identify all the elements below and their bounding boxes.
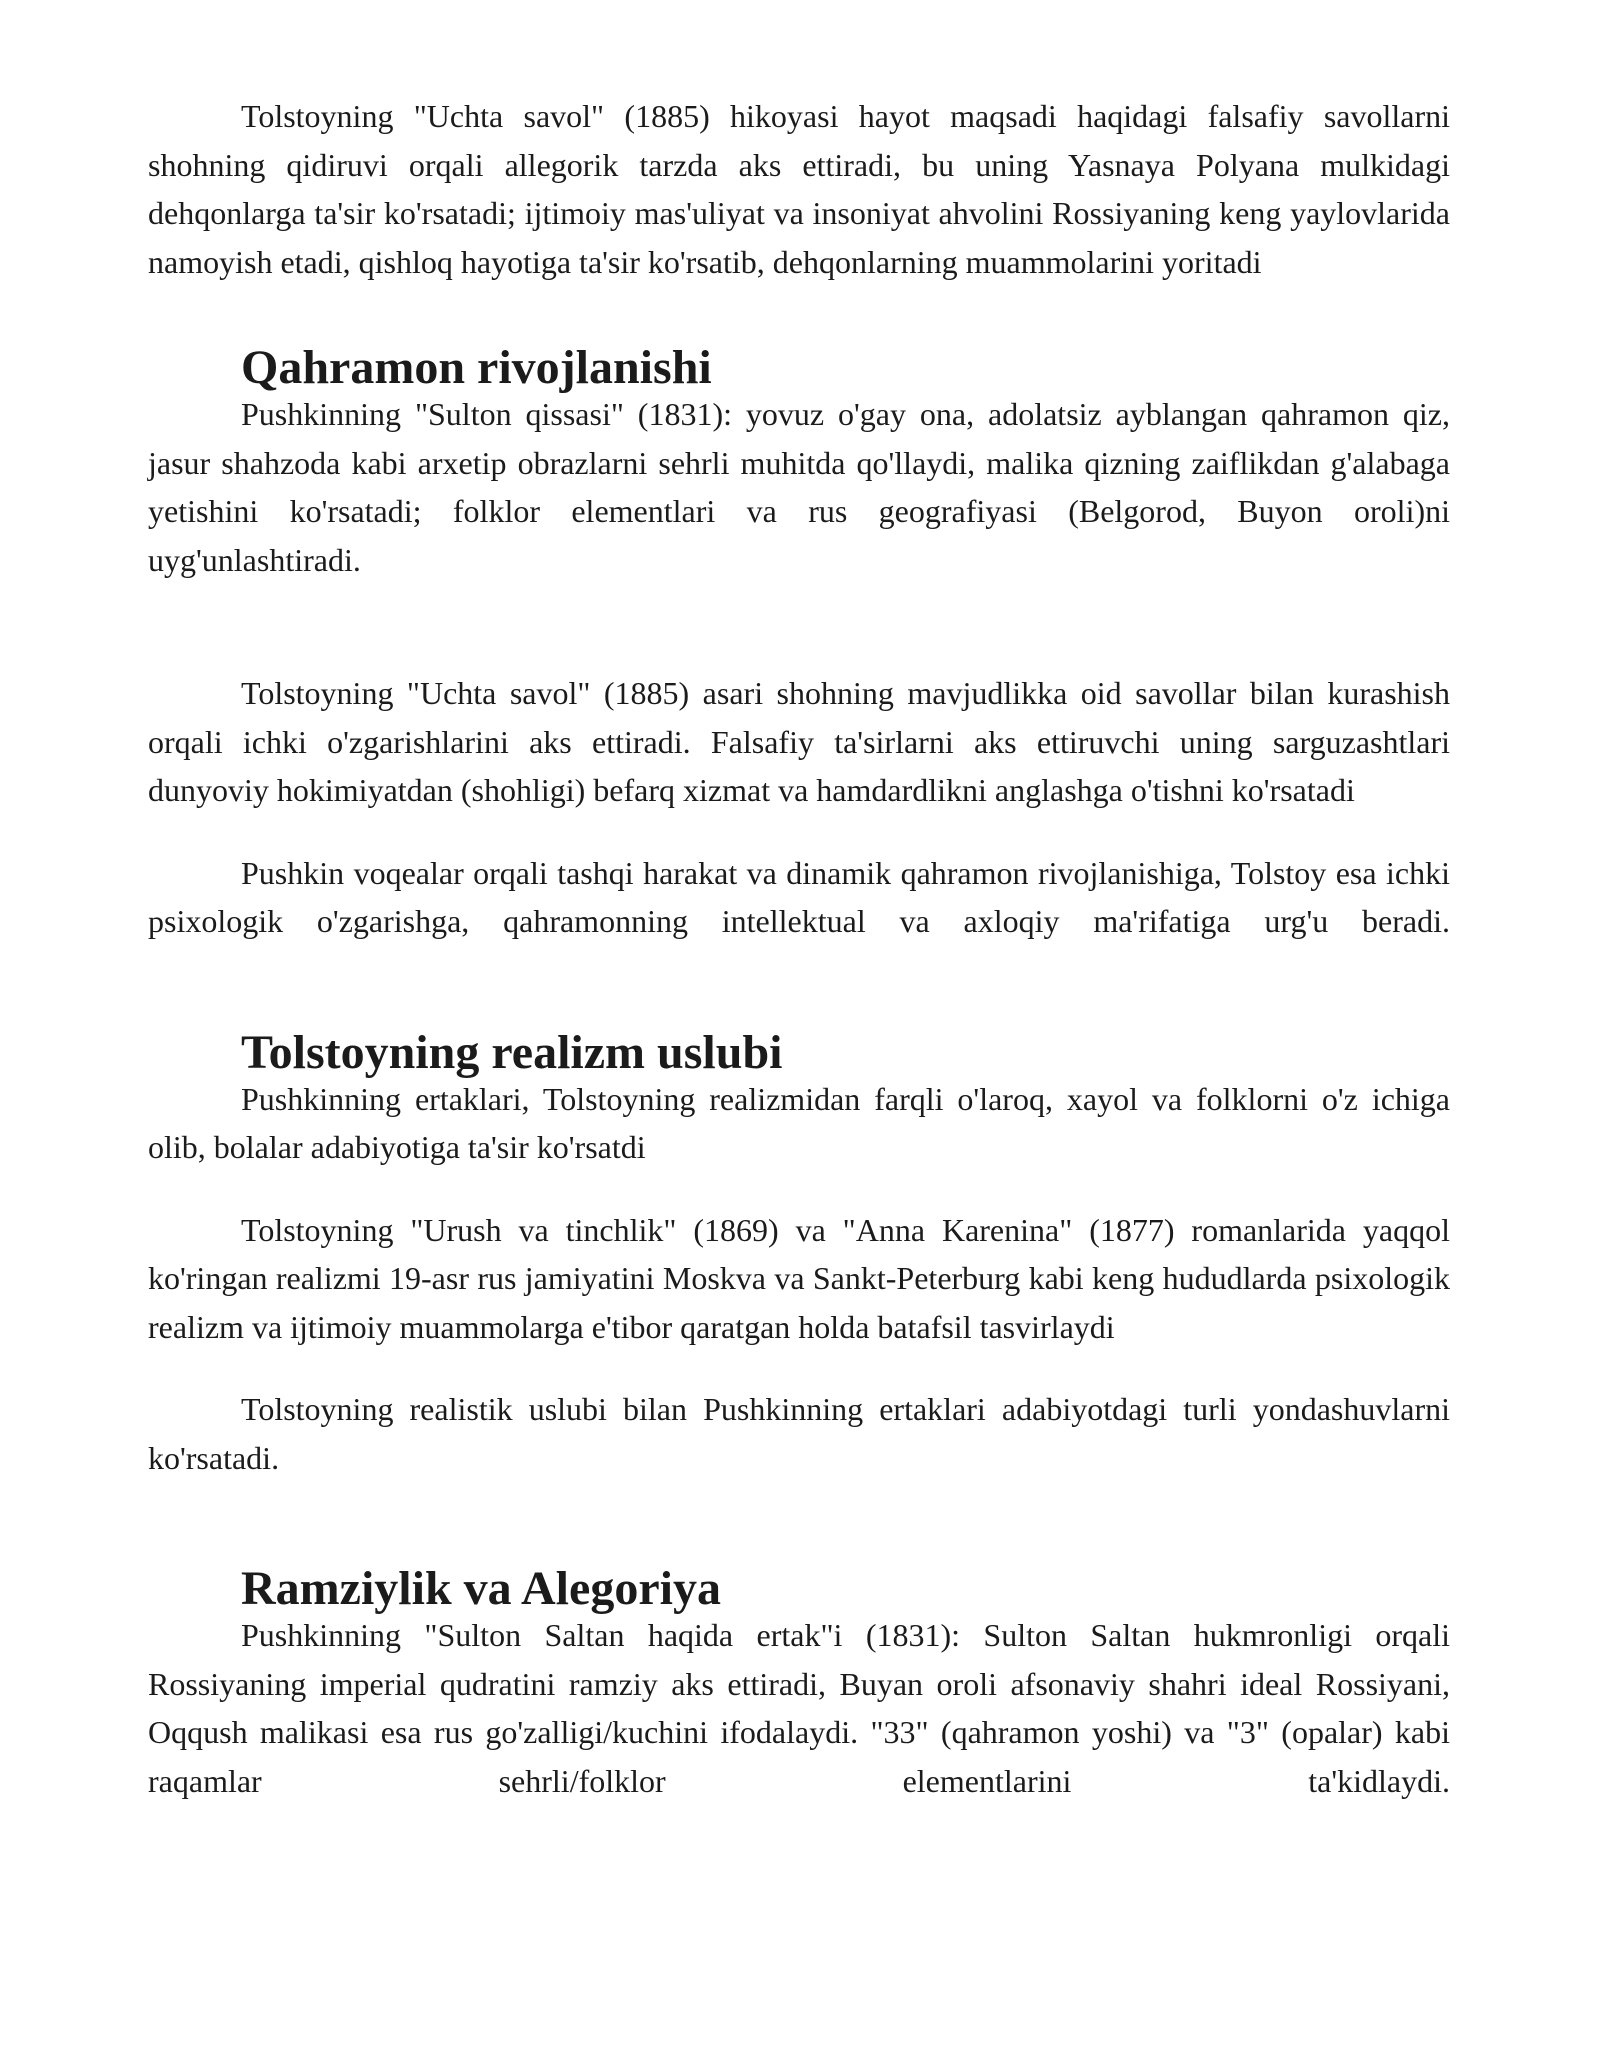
spacer (148, 584, 1450, 669)
heading-tolstoyning-realizm-uslubi: Tolstoyning realizm uslubi (241, 1025, 783, 1079)
spacer (148, 1172, 1450, 1206)
spacer (148, 286, 1450, 346)
heading-ramziylik-va-alegoriya: Ramziylik va Alegoriya (241, 1562, 721, 1615)
spacer (148, 1482, 1450, 1567)
paragraph-sulton-saltan: Pushkinning "Sulton Saltan haqida ertak"i (1831): Sulton Saltan hukmronligi orqali Rossiyaning imperial qudratini ramziy aks ettiradi, Buyan oroli afsonaviy shahri ideal Rossiyani, Oqqush malikasi esa rus go'zalligi/kuchini ifodalaydi. "33" (qahramon yoshi) va "3" (opalar) kabi raqamlar sehrli/folklor elementlarini ta'kidlaydi. (148, 1617, 1450, 1799)
paragraph-urush-va-tinchlik: Tolstoyning "Urush va tinchlik" (1869) va "Anna Karenina" (1877) romanlarida yaqqol ko'ringan realizmi 19-asr rus jamiyatini Moskva va Sankt-Peterburg kabi keng hududlarda psixologik realizm va ijtimoiy muammolarga e'tibor qaratgan holda batafsil tasvirlaydi (148, 1211, 1450, 1345)
paragraph-sulton-qissasi: Pushkinning "Sulton qissasi" (1831): yovuz o'gay ona, adolatsiz ayblangan qahramon qiz, jasur shahzoda kabi arxetip obrazlarni sehrli muhitda qo'llaydi, malika qizning zaiflikdan g'alabaga yetishini ko'rsatadi; folklor elementlari va rus geografiyasi (Belgorod, Buyon oroli)ni uyg'unlashtiradi. (148, 396, 1450, 578)
spacer (148, 1351, 1450, 1385)
document-page (148, 92, 1450, 1805)
spacer (148, 946, 1450, 1031)
heading-qahramon-rivojlanishi: Qahramon rivojlanishi (241, 341, 712, 394)
paragraph-uchta-savol-intro: Tolstoyning "Uchta savol" (1885) hikoyasi hayot maqsadi haqidagi falsafiy savollarni shohning qidiruvi orqali allegorik tarzda aks ettiradi, bu uning Yasnaya Polyana mulkidagi dehqonlarga ta'sir ko'rsatadi; ijtimoiy mas'uliyat va insoniyat ahvolini Rossiyaning keng yaylovlarida namoyish etadi, qishloq hayotiga ta'sir ko'rsatib, dehqonlarning muammolarini yoritadi (148, 98, 1450, 280)
paragraph-pushkin-ertaklari: Pushkinning ertaklari, Tolstoyning realizmidan farqli o'laroq, xayol va folklorni o'z ichiga olib, bolalar adabiyotiga ta'sir ko'rsatdi (148, 1080, 1450, 1165)
paragraph-pushkin-tolstoy-compare: Pushkin voqealar orqali tashqi harakat va dinamik qahramon rivojlanishiga, Tolstoy esa ichki psixologik o'zgarishga, qahramonning intellektual va axloqiy ma'rifatiga urg'u beradi. (148, 854, 1450, 939)
paragraph-uchta-savol-shoh: Tolstoyning "Uchta savol" (1885) asari shohning mavjudlikka oid savollar bilan kurashish orqali ichki o'zgarishlarini aks ettiradi. Falsafiy ta'sirlarni aks ettiruvchi uning sarguzashtlari dunyoviy hokimiyatdan (shohligi) befarq xizmat va hamdardlikni anglashga o'tishni ko'rsatadi (148, 675, 1450, 808)
paragraph-realistik-uslub: Tolstoyning realistik uslubi bilan Pushkinning ertaklari adabiyotdagi turli yondashuvlarni ko'rsatadi. (148, 1391, 1450, 1476)
spacer (148, 815, 1450, 849)
